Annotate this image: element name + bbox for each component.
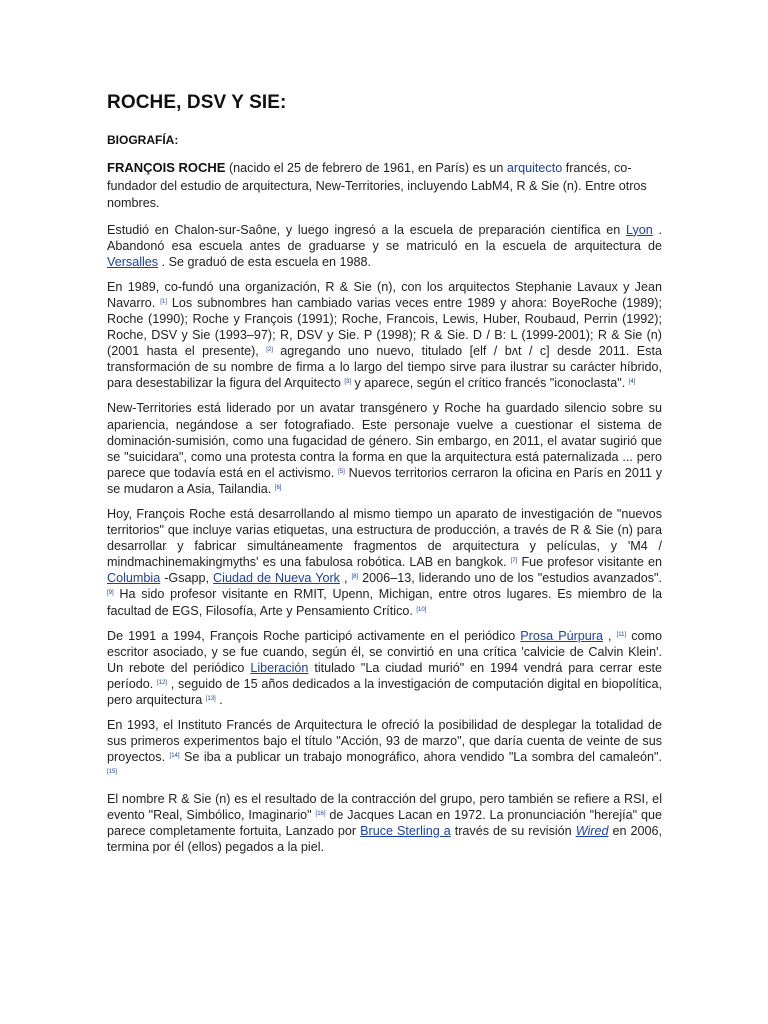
text-span: titulado "La ciudad murió" en 1994 vendrá para cerrar este período. — [107, 660, 662, 691]
text-span: en 2006, termina por él (ellos) pegados a la piel. — [107, 823, 662, 854]
citation-ref[interactable]: [16] — [315, 810, 326, 817]
paragraph-education — [107, 222, 662, 270]
text-span: y aparece, según el crítico francés "iconoclasta". — [351, 376, 629, 391]
citation-ref[interactable]: [13] — [205, 696, 216, 703]
text-span: . Abandonó esa escuela antes de graduarse y se matriculó en la escuela de arquitectura de — [107, 222, 663, 253]
citation-ref[interactable]: [2] — [266, 347, 273, 354]
text-span: , seguido de 15 años dedicados a la investigación de computación digital en biopolítica, pero arquitectura — [107, 676, 662, 708]
text-span: francés, co-fundador del estudio de arquitectura, New-Territories, incluyendo LabM4, R & Sie (n). Entre otros nombres. — [107, 161, 647, 210]
text-span: de Jacques Lacan en 1972. La pronunciación "herejía" que parece completamente fortuita, Lanzado por — [107, 807, 662, 838]
text-span: Fue profesor visitante en — [517, 555, 662, 570]
link-liberacion[interactable]: Liberación — [250, 660, 309, 675]
text-span: Los subnombres han cambiado varias veces entre 1989 y ahora: BoyeRoche (1989); Roche (1990); Roche y François (1991); Roche, Francois, Lewis, Huber, Roubaud, Perrin (1992); Roche, DSV y Sie (1993–97); R, DSV y Sie. P (1998); R & Sie. D / B: L (1999-2001); R & Sie (n) (2001 hasta el presente), — [107, 295, 662, 359]
text-span: , — [603, 628, 617, 643]
citation-ref[interactable]: [8] — [351, 574, 359, 581]
text-span: Ha sido profesor visitante en RMIT, Upenn, Michigan, entre otros lugares. Es miembro de la facultad de EGS, Filosofía, Arte y Pensamiento Crítico. — [107, 587, 662, 618]
section-heading: BIOGRAFÍA: — [107, 133, 179, 147]
paragraph-research — [107, 506, 662, 619]
text-span: . — [215, 693, 223, 708]
link-prosa-purpura[interactable]: Prosa Púrpura — [520, 628, 603, 643]
text-span: New-Territories está liderado por un avatar transgénero y Roche ha guardado silencio sobre su apariencia, negándose a ser fotografiado. Este personaje vuelve a cuestionar el sistema de dominación-sumisión, como una fugacidad de género. Sin embargo, en 2011, el avatar sugirió que se "suicidara", como una protesta contra la forma en que la arquitectura está paternalizada ... pero parece que todavía está en el activismo. — [107, 401, 662, 480]
text-span: como escritor asociado, y se fue cuando, según él, se convirtió en una crítica 'calvicie de Calvin Klein'. Un rebote del periódico — [107, 628, 662, 675]
text-span: , — [339, 571, 352, 586]
link-bruce-sterling[interactable]: Bruce Sterling a — [360, 823, 451, 838]
link-arquitecto[interactable]: arquitecto — [506, 161, 563, 175]
text-span: El nombre R & Sie (n) es el resultado de la contracción del grupo, pero también se refiere a RSI, el evento "Real, Simbólico, Imaginario" — [107, 791, 662, 822]
citation-ref[interactable]: [14] — [169, 753, 180, 760]
person-name: FRANÇOIS ROCHE — [107, 160, 226, 175]
paragraph-new-territories — [107, 400, 662, 497]
page-title: ROCHE, DSV Y SIE: — [107, 92, 287, 113]
text-span: (nacido el 25 de febrero de 1961, en París) es un — [225, 161, 507, 175]
link-wired[interactable]: Wired — [575, 823, 609, 838]
citation-ref[interactable]: [11] — [616, 631, 627, 638]
citation-ref[interactable]: [5] — [338, 468, 345, 475]
paragraph-founding — [107, 279, 662, 392]
text-span: través de su revisión — [450, 823, 576, 838]
link-columbia[interactable]: Columbia — [107, 571, 161, 586]
text-span: En 1993, el Instituto Francés de Arquitectura le ofreció la posibilidad de desplegar la totalidad de sus primeros experimentos bajo el título "Acción, 93 de marzo", que daría cuenta de veinte de sus proyectos. — [107, 718, 662, 765]
citation-ref[interactable]: [15] — [107, 769, 118, 776]
citation-ref[interactable]: [3] — [344, 379, 351, 386]
citation-ref[interactable]: [12] — [156, 679, 167, 686]
citation-ref[interactable]: [6] — [274, 484, 282, 491]
link-versalles[interactable]: Versalles — [107, 254, 159, 269]
text-span: agregando uno nuevo, titulado [elf / bʌt / c] desde 2011. Esta transformación de su nombre de firma a lo largo del tiempo sirve para ilustrar su carácter híbrido, para desestabilizar la figura del Arquitecto — [107, 344, 662, 391]
text-span: Hoy, François Roche está desarrollando al mismo tiempo un aparato de investigación de "nuevos territorios" que incluye varias etiquetas, una estructura de producción, a través de R & Sie (n) para desarrollar y fabricar simultáneamente fragmentos de arquitectura y películas, y 'M4 / mindmachinemakingmyths' es una fabulosa robótica. LAB en bangkok. — [107, 507, 662, 570]
text-span: -Gsapp, — [160, 571, 214, 586]
text-span: . Se graduó de esta escuela en 1988. — [158, 254, 371, 269]
text-span: 2006–13, liderando uno de los "estudios avanzados". — [358, 571, 663, 586]
text-span: Se iba a publicar un trabajo monográfico, ahora vendido "La sombra del camaleón". — [179, 750, 662, 765]
text-span: En 1989, co-fundó una organización, R & Sie (n), con los arquitectos Stephanie Lavaux y Jean Navarro. — [107, 279, 662, 310]
link-ciudad-nueva-york[interactable]: Ciudad de Nueva York — [213, 571, 340, 586]
citation-ref[interactable]: [9] — [107, 590, 114, 597]
citation-ref[interactable]: [1] — [160, 298, 167, 305]
intro-paragraph — [107, 159, 662, 213]
paragraph-name-origin — [107, 791, 662, 855]
citation-ref[interactable]: [7] — [510, 558, 518, 565]
citation-ref[interactable]: [4] — [628, 379, 636, 386]
link-lyon[interactable]: Lyon — [625, 222, 653, 237]
text-span: Estudió en Chalon-sur-Saône, y luego ingresó a la escuela de preparación científica en — [107, 222, 626, 237]
citation-ref[interactable]: [10] — [416, 606, 427, 613]
text-span: Nuevos territorios cerraron la oficina en París en 2011 y se mudaron a Asia, Tailandia. — [107, 465, 663, 496]
paragraph-prosa-purpura — [107, 628, 662, 708]
text-span: De 1991 a 1994, François Roche participó activamente en el periódico — [107, 628, 521, 643]
paragraph-institute — [107, 717, 662, 781]
